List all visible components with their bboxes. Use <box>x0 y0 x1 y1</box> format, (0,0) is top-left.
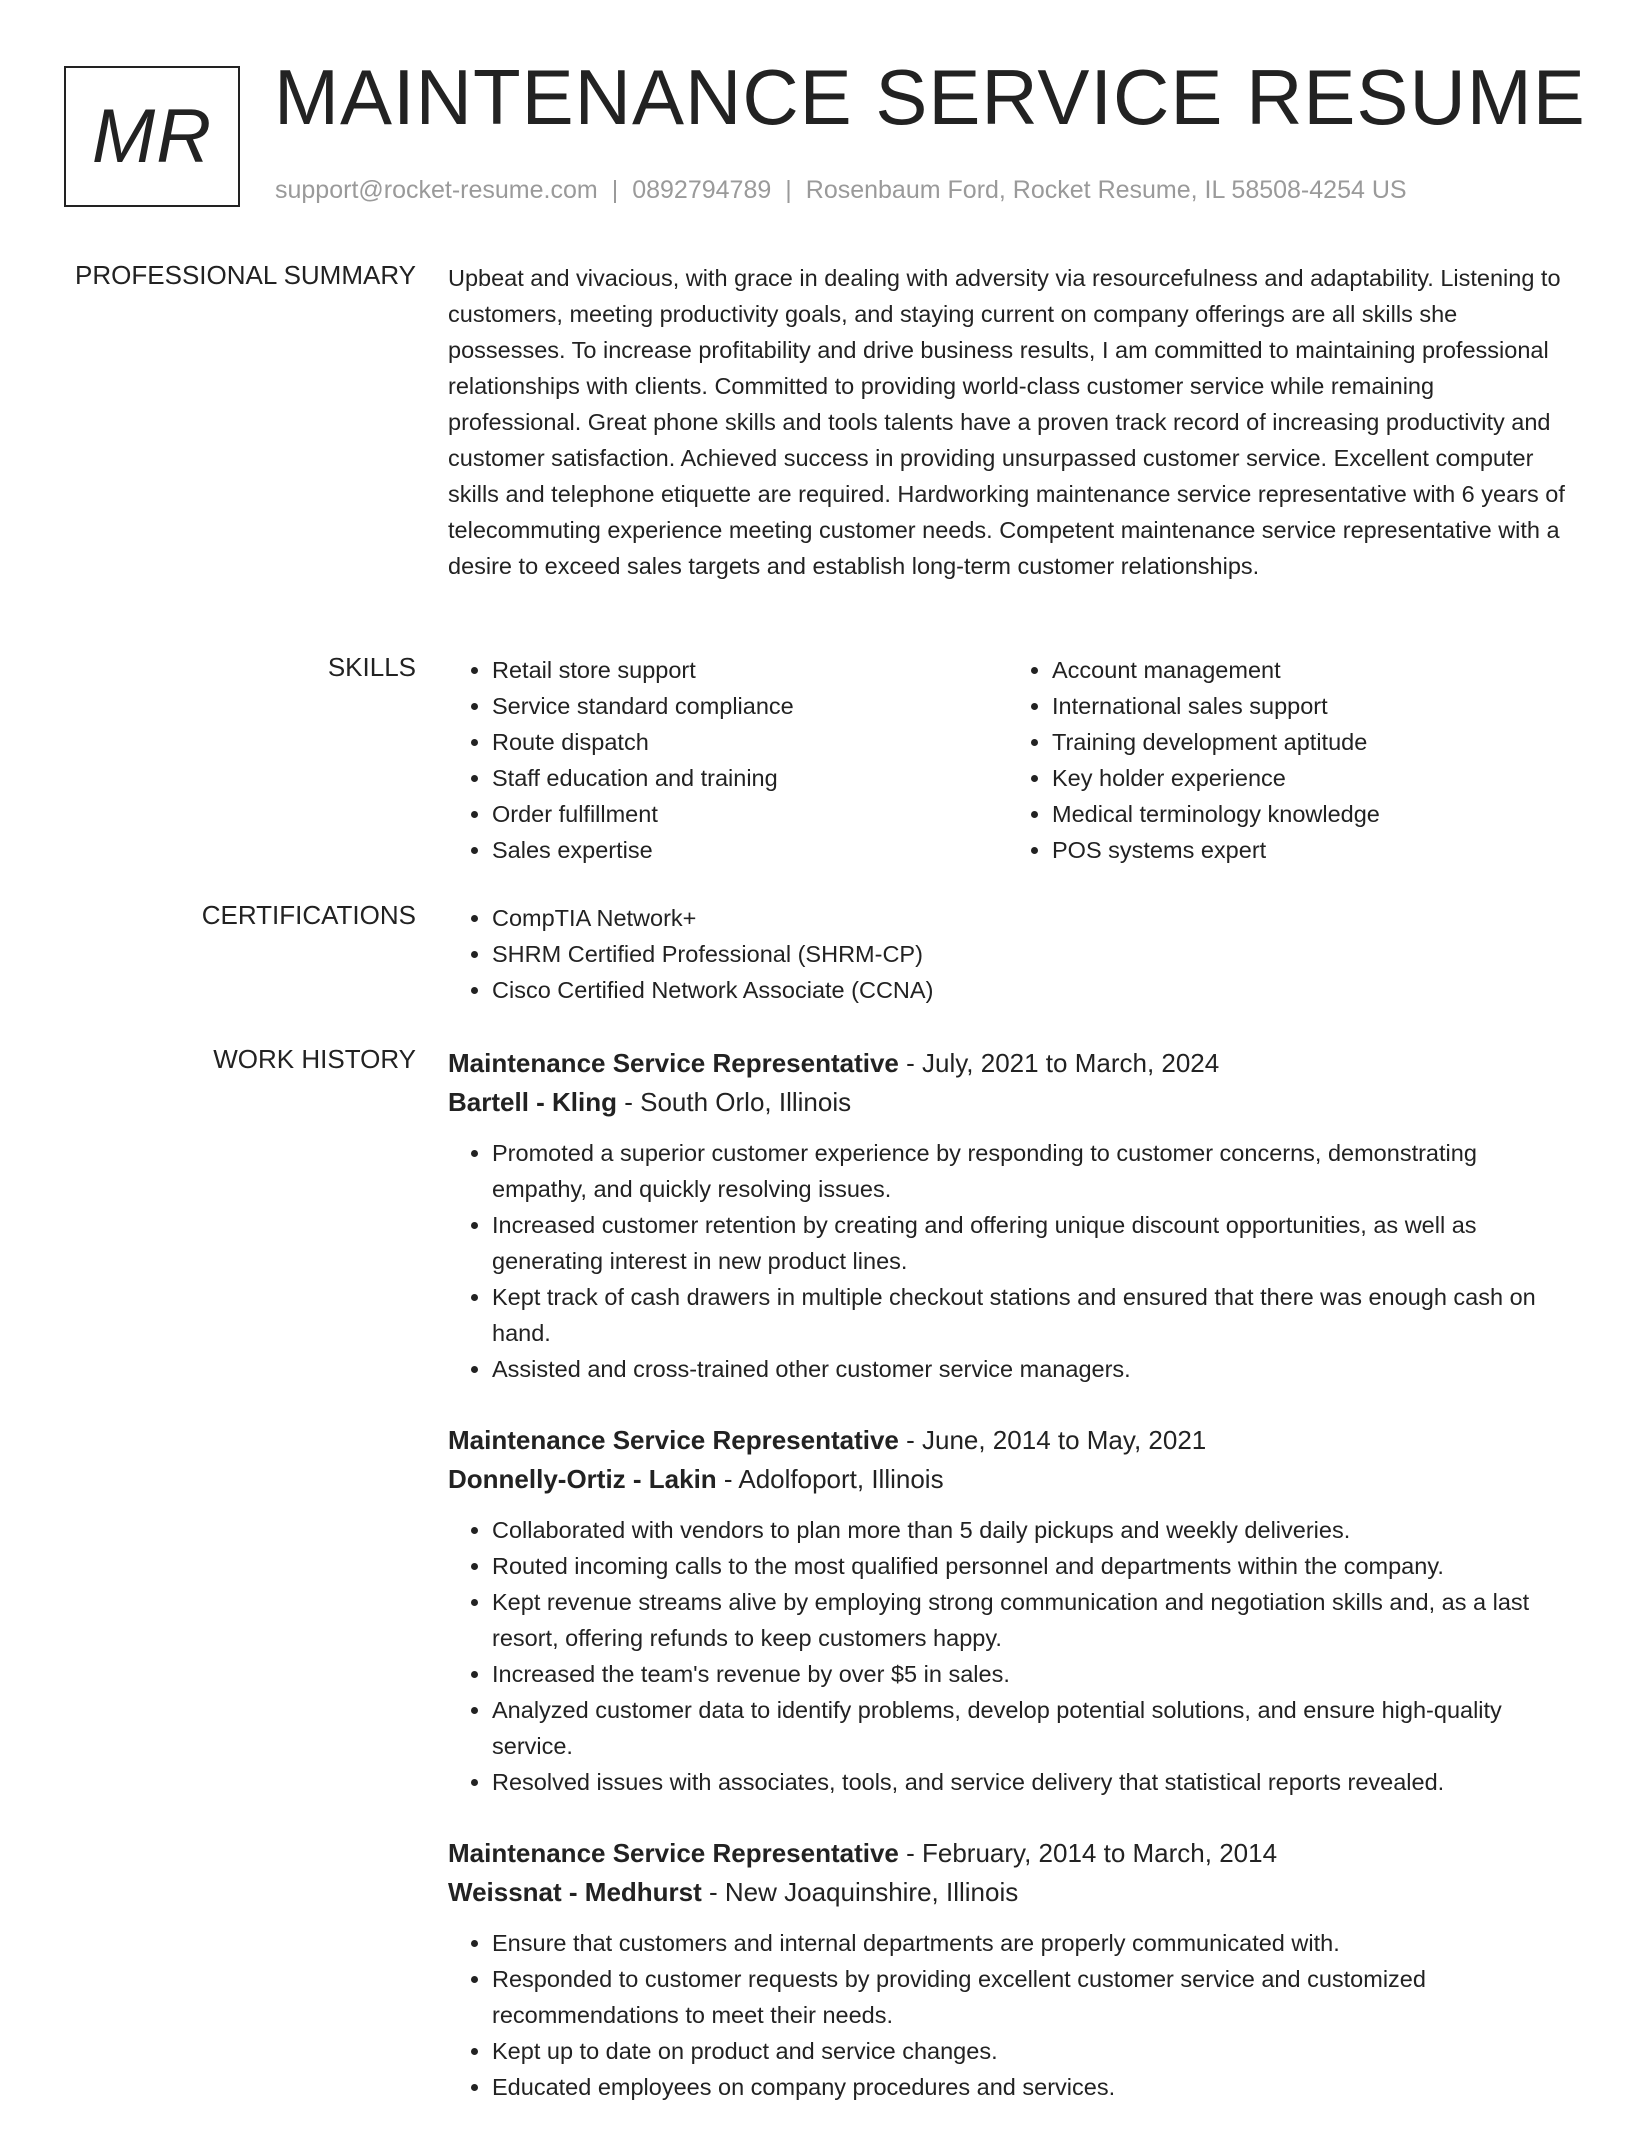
skill-item: • POS systems expert <box>1052 832 1568 868</box>
job-location: - Adolfoport, Illinois <box>716 1464 944 1494</box>
job-bullets <box>448 1135 1568 1387</box>
job-bullets <box>448 1925 1568 2105</box>
summary-label: PROFESSIONAL SUMMARY <box>75 260 416 290</box>
job-company: Weissnat - Medhurst <box>448 1877 702 1907</box>
job-bullets <box>448 1512 1568 1800</box>
work-history-body <box>448 1044 1568 2139</box>
skill-item: • Sales expertise <box>492 832 1008 868</box>
job-company-line <box>448 1873 1568 1911</box>
job-bullet: • Assisted and cross-trained other customer service managers. <box>492 1351 1568 1387</box>
job-bullet: • Analyzed customer data to identify problems, develop potential solutions, and ensure high-quality service. <box>492 1692 1568 1764</box>
skill-item: • Training development aptitude <box>1052 724 1568 760</box>
job-entry <box>448 1834 1568 2105</box>
job-title-line <box>448 1421 1568 1459</box>
work-history-label: WORK HISTORY <box>213 1044 416 1074</box>
job-bullet: • Resolved issues with associates, tools, and service delivery that statistical reports revealed. <box>492 1764 1568 1800</box>
job-title-line <box>448 1044 1568 1082</box>
job-title: Maintenance Service Representative <box>448 1425 899 1455</box>
job-title-line <box>448 1834 1568 1872</box>
job-company: Donnelly-Ortiz - Lakin <box>448 1464 717 1494</box>
contact-line <box>275 176 1407 205</box>
job-company-line <box>448 1460 1568 1498</box>
job-bullet: • Routed incoming calls to the most qualified personnel and departments within the company. <box>492 1548 1568 1584</box>
job-title: Maintenance Service Representative <box>448 1838 899 1868</box>
certifications-body <box>448 900 1568 1008</box>
job-bullet: • Ensure that customers and internal departments are properly communicated with. <box>492 1925 1568 1961</box>
certification-item: • SHRM Certified Professional (SHRM-CP) <box>492 936 1568 972</box>
skill-item: • International sales support <box>1052 688 1568 724</box>
job-bullet: • Increased the team's revenue by over $5 in sales. <box>492 1656 1568 1692</box>
certification-item: • Cisco Certified Network Associate (CCNA) <box>492 972 1568 1008</box>
job-dates: - July, 2021 to March, 2024 <box>898 1048 1220 1078</box>
job-bullet: • Kept track of cash drawers in multiple checkout stations and ensured that there was enough cash on hand. <box>492 1279 1568 1351</box>
job-company-line <box>448 1083 1568 1121</box>
job-entry <box>448 1421 1568 1800</box>
skill-item: • Key holder experience <box>1052 760 1568 796</box>
certification-item: • CompTIA Network+ <box>492 900 1568 936</box>
job-bullet: • Kept up to date on product and service changes. <box>492 2033 1568 2069</box>
job-title: Maintenance Service Representative <box>448 1048 899 1078</box>
job-bullet: • Promoted a superior customer experience by responding to customer concerns, demonstrating empathy, and quickly resolving issues. <box>492 1135 1568 1207</box>
job-company: Bartell - Kling <box>448 1087 618 1117</box>
skill-item: • Retail store support <box>492 652 1008 688</box>
skill-item: • Route dispatch <box>492 724 1008 760</box>
job-dates: - June, 2014 to May, 2021 <box>898 1425 1207 1455</box>
skill-item: • Order fulfillment <box>492 796 1008 832</box>
contact-separator: | <box>611 176 619 204</box>
skills-columns <box>448 652 1568 868</box>
skills-list-right <box>1008 652 1568 868</box>
job-location: - New Joaquinshire, Illinois <box>701 1877 1019 1907</box>
skill-item: • Staff education and training <box>492 760 1008 796</box>
skill-item: • Medical terminology knowledge <box>1052 796 1568 832</box>
skill-item: • Service standard compliance <box>492 688 1008 724</box>
skills-label: SKILLS <box>327 652 416 682</box>
contact-separator: | <box>785 176 792 204</box>
job-bullet: • Collaborated with vendors to plan more than 5 daily pickups and weekly deliveries. <box>492 1512 1568 1548</box>
skills-list-left <box>448 652 1008 868</box>
certifications-label: CERTIFICATIONS <box>201 900 416 930</box>
job-dates: - February, 2014 to March, 2014 <box>898 1838 1278 1868</box>
job-bullet: • Kept revenue streams alive by employing strong communication and negotiation skills and, as a last resort, offering refunds to keep customers happy. <box>492 1584 1568 1656</box>
job-location: - South Orlo, Illinois <box>617 1087 852 1117</box>
job-bullet: • Increased customer retention by creating and offering unique discount opportunities, as well as generating interest in new product lines. <box>492 1207 1568 1279</box>
contact-email: support@rocket-resume.com <box>275 176 598 204</box>
certifications-list <box>448 900 1568 1008</box>
skill-item: • Account management <box>1052 652 1568 688</box>
job-entry <box>448 1044 1568 1387</box>
summary-text: Upbeat and vivacious, with grace in dealing with adversity via resourcefulness and adaptability. Listening to customers, meeting productivity goals, and staying current on company offerings are all skills she possesses. To increase profitability and drive business results, I am committed to maintaining professional relationships with clients. Committed to providing world-class customer service while remaining professional. Great phone skills and tools talents have a proven track record of increasing productivity and customer satisfaction. Achieved success in providing unsurpassed customer service. Excellent computer skills and telephone etiquette are required. Hardworking maintenance service representative with 6 years of telecommuting experience meeting customer needs. Competent maintenance service representative with a desire to exceed sales targets and establish long-term customer relationships. <box>448 265 1565 579</box>
job-bullet: • Responded to customer requests by providing excellent customer service and customized recommendations to meet their needs. <box>492 1961 1568 2033</box>
contact-address: Rosenbaum Ford, Rocket Resume, IL 58508-4254 US <box>805 176 1407 204</box>
monogram-initials: MR <box>64 66 240 207</box>
job-bullet: • Educated employees on company procedures and services. <box>492 2069 1568 2105</box>
contact-phone: 0892794789 <box>632 176 772 204</box>
resume-title: MAINTENANCE SERVICE RESUME <box>274 53 1586 141</box>
